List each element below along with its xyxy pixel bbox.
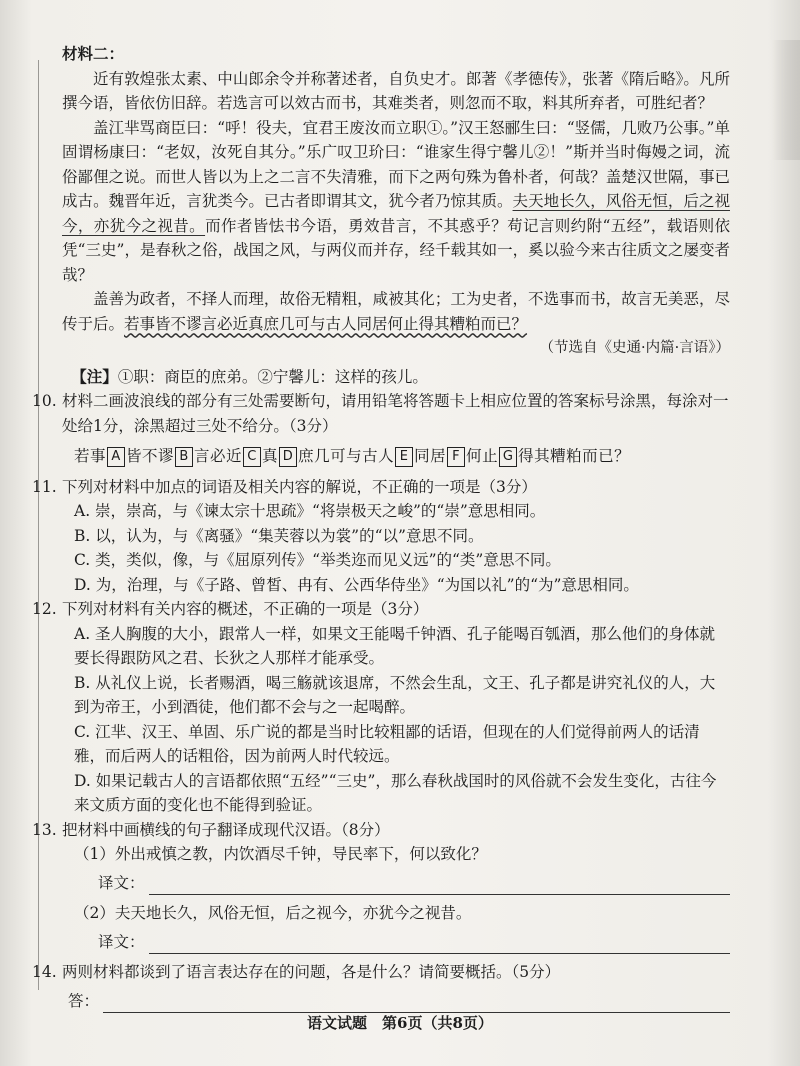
question-11-text: 下列对材料中加点的词语及相关内容的解说，不正确的一项是（3分） xyxy=(62,477,537,496)
page-edge-shadow xyxy=(772,40,800,160)
translation-1-label: 译文： xyxy=(98,873,145,892)
material-source: （节选自《史通·内篇·言语》） xyxy=(539,340,730,356)
question-13-text: 把材料中画横线的句子翻译成现代汉语。（8分） xyxy=(62,820,390,839)
question-14-text: 两则材料都谈到了语言表达存在的问题，各是什么？请简要概括。（5分） xyxy=(62,963,561,981)
margin-rule xyxy=(38,60,39,990)
segment-1: 若事 xyxy=(74,447,107,465)
segment-2: 皆不谬 xyxy=(126,447,175,465)
material-paragraph-2-tail: 而作者皆怯书今语，勇效昔言，不其惑乎？苟记言则约附“五经”，载语则依凭“三史”，是春秋之俗，战国之风，与两仪而并存，经千载其如一，奚以验今来古往质文之屡变者哉？ xyxy=(62,216,730,284)
underlined-sentence-2: 夫天地长久，风俗无恒，后之视今，亦犹今之视昔。 xyxy=(62,192,730,235)
page-footer: 语文试题 第6页（共8页） xyxy=(307,1014,493,1032)
question-13 xyxy=(32,818,730,955)
answer-box-f[interactable]: F xyxy=(447,447,465,467)
material-paragraph-2-text: 盖江芈骂商臣曰：“呼！役夫，宜君王废汝而立职①。”汉王怒郦生曰：“竖儒，几败乃公事。”单固谓杨康曰：“老奴，汝死自其分。”乐广叹卫玠曰：“谁家生得宁馨儿②！”斯并当时侮嫚之词，流俗鄙俚之说。而世人皆以为上之二言不失清雅，而下之两句殊为鲁朴者，何哉？盖楚汉世隔，事已成古。魏晋年近，言犹类今。已古者即谓其文，犹今者乃惊其质。 xyxy=(62,118,730,210)
material-paragraph-1: 近有敦煌张太素、中山郎余令并称著述者，自负史才。郎著《孝德传》，张著《隋后略》。凡所撰今语，皆依仿旧辞。若选言可以效古而书，其难类者，则忽而不取，料其所弃者，可胜纪者？ xyxy=(62,69,730,112)
note-head: 【注】 xyxy=(71,366,118,386)
question-13-number: 13. xyxy=(32,820,57,839)
answer-box-b[interactable]: B xyxy=(175,447,193,467)
option-11-d: D. 为，治理，与《子路、曾皙、冉有、公西华侍坐》“为国以礼”的“为”意思相同。 xyxy=(74,575,639,594)
annotation-note xyxy=(62,365,730,390)
question-11 xyxy=(32,475,730,598)
question-10 xyxy=(32,389,730,469)
translation-1-line[interactable] xyxy=(149,876,730,895)
answer-box-d[interactable]: D xyxy=(279,447,297,467)
question-10-number: 10. xyxy=(32,392,57,410)
segment-8: 得其糟粕而已？ xyxy=(518,447,631,465)
question-12-number: 12. xyxy=(32,600,57,618)
translation-2-label: 译文： xyxy=(98,932,145,951)
option-11-b: B. 以，认为，与《离骚》“集芙蓉以为裳”的“以”意思不同。 xyxy=(74,526,484,545)
question-13-sentence-2: （2）夫天地长久，风俗无恒，后之视今，亦犹今之视昔。 xyxy=(74,904,472,922)
option-12-d: D. 如果记载古人的言语都依照“五经”“三史”，那么春秋战国时的风俗就不会发生变化，古往今来文质方面的变化也不能得到验证。 xyxy=(74,771,717,814)
question-14-number: 14. xyxy=(32,963,57,981)
punctuation-answer-line xyxy=(74,444,730,469)
answer-box-c[interactable]: C xyxy=(243,447,261,467)
answer-box-g[interactable]: G xyxy=(499,447,517,467)
question-10-text: 材料二画波浪线的部分有三处需要断句，请用铅笔将答题卡上相应位置的答案标号涂黑，每涂对一处给1分，涂黑超过三处不给分。（3分） xyxy=(62,392,729,435)
material-paragraph-3 xyxy=(62,287,730,336)
option-12-b: B. 从礼仪上说，长者赐酒，喝三觞就该退席，不然会生乱，文王、孔子都是讲究礼仪的人，大到为帝王，小到酒徒，他们都不会与之一起喝醉。 xyxy=(74,673,716,716)
option-12-a: A. 圣人胸腹的大小，跟常人一样，如果文王能喝千钟酒、孔子能喝百瓠酒，那么他们的身体就要长得跟防风之君、长狄之人那样才能承受。 xyxy=(74,624,716,667)
segment-5: 庶几可与古人 xyxy=(298,447,395,465)
material-paragraph-2 xyxy=(62,116,730,288)
segment-7: 何止 xyxy=(466,447,499,465)
page-content xyxy=(32,42,730,1019)
question-12 xyxy=(32,597,730,818)
answer-label: 答： xyxy=(68,991,100,1010)
question-14 xyxy=(32,960,730,1013)
question-12-text: 下列对材料有关内容的概述，不正确的一项是（3分） xyxy=(62,600,429,618)
translation-1-answer xyxy=(98,871,730,896)
answer-line[interactable] xyxy=(103,994,730,1013)
answer-box-e[interactable]: E xyxy=(395,447,413,467)
segment-4: 真 xyxy=(262,447,279,465)
segment-3: 言必近 xyxy=(194,447,243,465)
material-label: 材料二： xyxy=(62,44,125,63)
translation-2-line[interactable] xyxy=(149,935,730,954)
option-12-c: C. 江芈、汉王、单固、乐广说的都是当时比较粗鄙的话语，但现在的人们觉得前两人的话清雅，而后两人的话粗俗，因为前两人时代较远。 xyxy=(74,722,700,765)
question-11-number: 11. xyxy=(32,477,57,496)
answer-box-a[interactable]: A xyxy=(107,447,125,467)
option-11-c: C. 类，类似，像，与《屈原列传》“举类迩而见义远”的“类”意思不同。 xyxy=(74,551,561,569)
question-14-answer xyxy=(68,989,730,1014)
segment-6: 同居 xyxy=(414,447,447,465)
material-paragraph-3-text: 盖善为政者，不择人而理，故俗无精粗，咸被其化；工为史者，不选事而书，故言无美恶，尽传于后。 xyxy=(62,290,730,333)
wavy-underlined-sentence: 若事皆不谬言必近真庶几可与古人同居何止得其糟粕而已？ xyxy=(124,314,528,333)
translation-2-answer xyxy=(98,930,730,955)
question-13-sentence-1: （1）外出戒慎之教，内饮酒尽千钟，导民率下，何以致化？ xyxy=(74,845,487,863)
option-11-a: A. 崇，崇高，与《谏太宗十思疏》“将崇极天之峻”的“崇”意思相同。 xyxy=(74,502,546,520)
note-text: ①职：商臣的庶弟。②宁馨儿：这样的孩儿。 xyxy=(117,367,428,386)
